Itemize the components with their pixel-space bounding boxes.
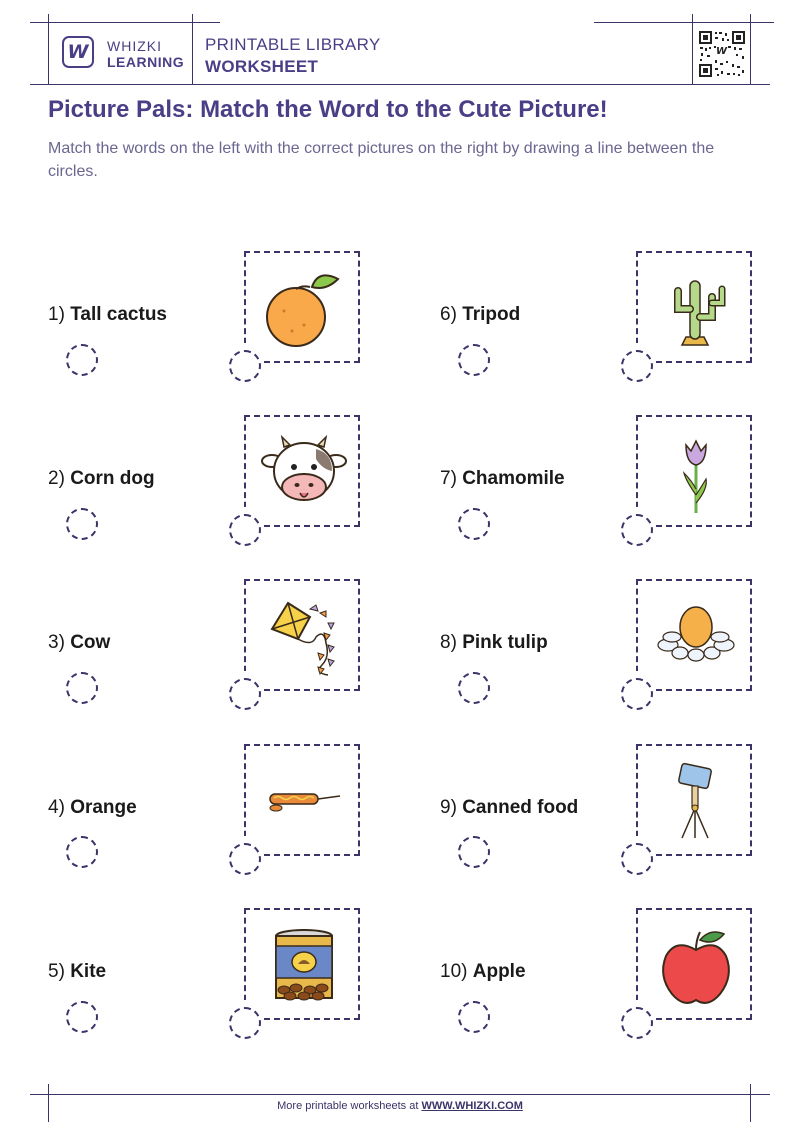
corn-dog-icon: [254, 752, 354, 852]
word-circle-1[interactable]: [66, 344, 98, 376]
tripod-icon: [646, 752, 746, 852]
word-item-9: 9) Canned food: [440, 797, 579, 818]
picture-circle-orange[interactable]: [229, 350, 261, 382]
header-frame-line: [594, 22, 774, 23]
chamomile-icon: [646, 587, 746, 687]
brand-name-line1: WHIZKI: [107, 38, 162, 54]
word-item-5: 5) Kite: [48, 961, 107, 982]
brand-logo-icon: W: [62, 36, 94, 68]
word-circle-3[interactable]: [66, 672, 98, 704]
picture-frame-tripod: [636, 744, 752, 856]
picture-circle-chamomile[interactable]: [621, 678, 653, 710]
picture-frame-canned-food: [244, 908, 360, 1020]
instructions: Match the words on the left with the correct pictures on the right by drawing a line between the circles.: [48, 140, 715, 180]
qr-code[interactable]: [698, 30, 746, 78]
picture-frame-corn-dog: [244, 744, 360, 856]
picture-circle-kite[interactable]: [229, 678, 261, 710]
page-title: Picture Pals: Match the Word to the Cute Picture!: [48, 96, 608, 123]
picture-frame-kite: [244, 579, 360, 691]
picture-frame-tall-cactus: [636, 251, 752, 363]
orange-icon: [254, 259, 354, 359]
word-item-3: 3) Cow: [48, 632, 111, 653]
kite-icon: [254, 587, 354, 687]
picture-frame-apple: [636, 908, 752, 1020]
picture-circle-tripod[interactable]: [621, 843, 653, 875]
picture-frame-chamomile: [636, 579, 752, 691]
picture-circle-canned-food[interactable]: [229, 1007, 261, 1039]
word-item-6: 6) Tripod: [440, 304, 521, 325]
tall-cactus-icon: [646, 259, 746, 359]
cow-icon: [254, 423, 354, 523]
footer-link[interactable]: WWW.WHIZKI.COM: [421, 1100, 523, 1112]
picture-frame-orange: [244, 251, 360, 363]
header-frame-line: [192, 14, 193, 84]
library-label: PRINTABLE LIBRARY: [205, 35, 381, 54]
word-circle-2[interactable]: [66, 508, 98, 540]
header-frame-line: [750, 14, 751, 84]
canned-food-icon: [254, 916, 354, 1016]
word-circle-8[interactable]: [458, 672, 490, 704]
word-circle-7[interactable]: [458, 508, 490, 540]
word-item-7: 7) Chamomile: [440, 468, 565, 489]
worksheet-label: WORKSHEET: [205, 57, 319, 76]
picture-frame-cow: [244, 415, 360, 527]
word-circle-9[interactable]: [458, 836, 490, 868]
word-item-10: 10) Apple: [440, 961, 526, 982]
picture-circle-corn-dog[interactable]: [229, 843, 261, 875]
footer-text: More printable worksheets at WWW.WHIZKI.COM: [277, 1100, 523, 1112]
apple-icon: [646, 916, 746, 1016]
word-item-2: 2) Corn dog: [48, 468, 155, 489]
word-circle-6[interactable]: [458, 344, 490, 376]
picture-circle-pink-tulip[interactable]: [621, 514, 653, 546]
header-frame-line: [48, 14, 49, 84]
picture-circle-cow[interactable]: [229, 514, 261, 546]
header-frame-line: [30, 84, 770, 85]
word-circle-10[interactable]: [458, 1001, 490, 1033]
qr-logo-icon: W: [716, 46, 728, 57]
picture-circle-apple[interactable]: [621, 1007, 653, 1039]
word-item-1: 1) Tall cactus: [48, 304, 167, 325]
pink-tulip-icon: [646, 423, 746, 523]
brand-name-line2: LEARNING: [107, 54, 185, 70]
header-frame-line: [692, 14, 693, 84]
picture-circle-tall-cactus[interactable]: [621, 350, 653, 382]
word-item-4: 4) Orange: [48, 797, 137, 818]
header-frame-line: [30, 22, 220, 23]
word-circle-4[interactable]: [66, 836, 98, 868]
word-item-8: 8) Pink tulip: [440, 632, 548, 653]
word-circle-5[interactable]: [66, 1001, 98, 1033]
footer-frame-line: [30, 1094, 770, 1095]
picture-frame-pink-tulip: [636, 415, 752, 527]
